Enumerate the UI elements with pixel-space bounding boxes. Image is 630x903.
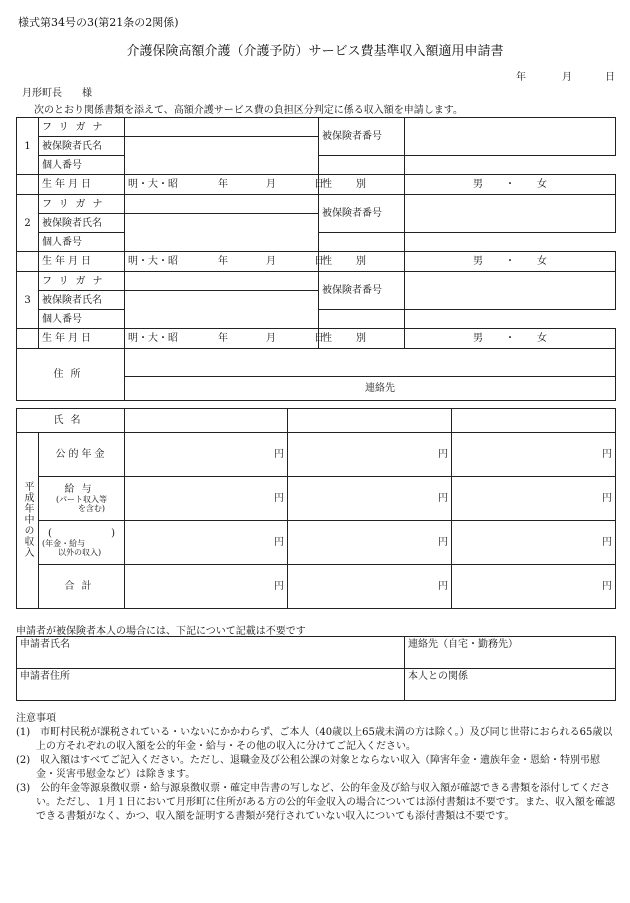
sex-label: 性 別 [319,252,405,272]
applicant-address-field[interactable] [17,669,405,701]
personal-number-field[interactable] [319,156,405,175]
contact-label: 連絡先 [365,383,395,394]
insured-name-field[interactable] [125,214,319,252]
note-item-1: (1) 市町村民税が課税されている・いないにかかわらず、ご本人（40歳以上65歳未満の方は除く。）及び同じ世帯におられる65歳以上の方それぞれの収入額を公的年金・給与・その他の収入に分けてご記入ください。 [16,727,613,752]
personal-number-label: 個人番号 [39,233,125,252]
sex-label: 性 別 [319,329,405,349]
insured-row-number: 3 [17,272,39,329]
form-number: 様式第34号の3(第21条の2関係) [18,16,179,29]
sex-field[interactable]: 男 ・ 女 [405,175,616,195]
birth-date-label: 生年月日 [39,175,125,195]
income-name-field-3[interactable] [452,409,616,433]
personal-number-label: 個人番号 [39,156,125,175]
insured-number-label: 被保険者番号 [319,118,405,156]
insured-name-label: 被保険者氏名 [39,137,125,156]
insured-number-label: 被保険者番号 [319,272,405,310]
insured-number-label: 被保険者番号 [319,195,405,233]
birth-date-field[interactable]: 明・大・昭 年 月 日 [125,329,319,349]
salary-amount-1[interactable]: 円 [125,477,288,521]
contact-field[interactable] [125,377,616,401]
income-name-label: 氏名 [17,409,125,433]
insured-number-field[interactable] [405,118,616,156]
applicant-address-label: 申請者住所 [20,671,70,682]
note-item-2: (2) 収入額はすべてご記入ください。ただし、退職金及び公租公課の対象とならない収入（障害年金・遺族年金・恩給・特別弔慰金・災害弔慰金など）は除きます。 [16,755,600,780]
insured-number-field[interactable] [405,272,616,310]
salary-amount-2[interactable]: 円 [288,477,452,521]
furigana-field[interactable] [125,195,319,214]
applicant-name-field[interactable] [17,637,405,669]
income-table [16,408,616,609]
insured-name-field[interactable] [125,137,319,175]
notes-heading: 注意事項 [16,713,56,724]
applicant-note: 申請者が被保険者本人の場合には、下記について記載は不要です [16,626,306,637]
total-label: 合計 [39,565,125,609]
pension-amount-2[interactable]: 円 [288,433,452,477]
birth-date-field[interactable]: 明・大・昭 年 月 日 [125,175,319,195]
personal-number-field[interactable] [319,310,405,329]
personal-number-field[interactable] [319,233,405,252]
pension-amount-1[interactable]: 円 [125,433,288,477]
form-title: 介護保険高額介護（介護予防）サービス費基準収入額適用申請書 [126,44,504,59]
applicant-relation-label: 本人との関係 [408,671,468,682]
address-field[interactable] [125,349,616,377]
date-month-label: 月 [562,72,572,83]
date-year-label: 年 [516,72,526,83]
applicant-relation-field[interactable] [405,669,616,701]
income-name-field-1[interactable] [125,409,288,433]
income-name-field-2[interactable] [288,409,452,433]
birth-date-field[interactable]: 明・大・昭 年 月 日 [125,252,319,272]
intro-text: 次のとおり関係書類を添えて、高額介護サービス費の負担区分判定に係る収入額を申請します。 [34,105,463,116]
insured-name-label: 被保険者氏名 [39,291,125,310]
other-amount-3[interactable]: 円 [452,521,616,565]
salary-amount-3[interactable]: 円 [452,477,616,521]
addressee: 月形町長 様 [22,88,92,99]
total-amount-3[interactable]: 円 [452,565,616,609]
address-label: 住所 [17,349,125,401]
total-amount-2[interactable]: 円 [288,565,452,609]
furigana-field[interactable] [125,118,319,137]
birth-date-label: 生年月日 [39,329,125,349]
insured-number-field[interactable] [405,195,616,233]
insured-table [16,117,616,401]
pension-amount-3[interactable]: 円 [452,433,616,477]
furigana-field[interactable] [125,272,319,291]
salary-label: 給与 (パート収入等 を含む) [39,477,125,521]
furigana-label: フリガナ [39,272,125,291]
pension-label: 公的年金 [39,433,125,477]
note-item-3: (3) 公的年金等源泉徴収票・給与源泉徴収票・確定申告書の写しなど、公的年金及び給与収入額が確認できる書類を添付してください。ただし、１月１日において月形町に住所がある方の公的年金収入の場合については添付書類は不要です。また、収入額を確認できる書類がなく、かつ、収入額を証明する書類が発行されていない収入についても添付書類は不要です。 [16,783,615,822]
total-amount-1[interactable]: 円 [125,565,288,609]
insured-name-label: 被保険者氏名 [39,214,125,233]
personal-number-label: 個人番号 [39,310,125,329]
sex-label: 性 別 [319,175,405,195]
other-amount-2[interactable]: 円 [288,521,452,565]
date-day-label: 日 [605,72,615,83]
applicant-contact-label: 連絡先（自宅・勤務先） [408,639,518,650]
applicant-table [16,636,616,701]
furigana-label: フリガナ [39,195,125,214]
sex-field[interactable]: 男 ・ 女 [405,329,616,349]
insured-row-number: 1 [17,118,39,175]
insured-name-field[interactable] [125,291,319,329]
applicant-contact-field[interactable] [405,637,616,669]
insured-row-number: 2 [17,195,39,252]
other-amount-1[interactable]: 円 [125,521,288,565]
furigana-label: フリガナ [39,118,125,137]
income-year-side-label: 平成年中の収入 [17,433,39,609]
sex-field[interactable]: 男 ・ 女 [405,252,616,272]
birth-date-label: 生年月日 [39,252,125,272]
notes-section [16,712,618,824]
other-income-label: ( ) (年金・給与 以外の収入) [39,521,125,565]
applicant-name-label: 申請者氏名 [20,639,70,650]
